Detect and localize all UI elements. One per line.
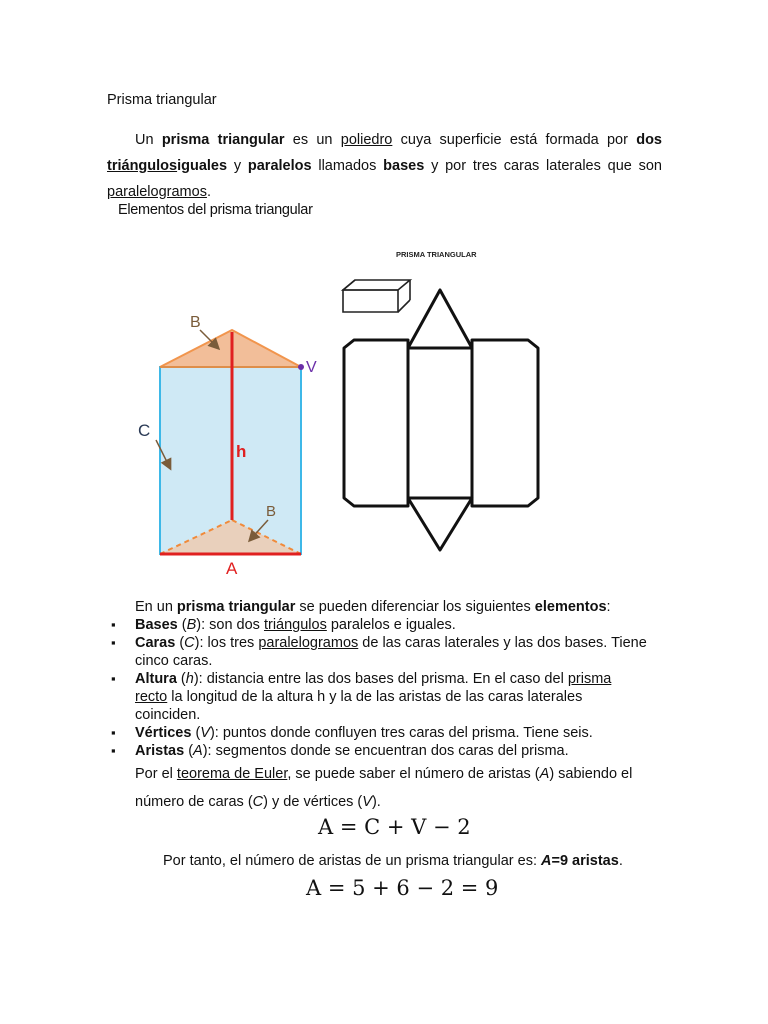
label-a: A: [226, 559, 238, 578]
link-prisma-recto[interactable]: prisma recto: [135, 671, 612, 705]
vertex-v: [298, 364, 304, 370]
intro-paragraph: Un prisma triangular es un poliedro cuya superficie está formada por dos triángulosiguales y paralelos llamados bases y por tres caras laterales que son paralelogramos.: [107, 132, 662, 200]
net-title: PRISMA TRIANGULAR: [396, 250, 477, 259]
label-h: h: [236, 442, 247, 461]
euler-paragraph-line2: número de caras (C) y de vértices (V).: [135, 794, 381, 810]
list-item-vertices: ▪ Vértices (V): puntos donde confluyen tres caras del prisma. Tiene seis.: [107, 724, 647, 742]
prism-net: [344, 290, 538, 550]
link-triangulos-list[interactable]: triángulos: [263, 617, 327, 633]
link-triangulos[interactable]: triángulos: [107, 158, 178, 174]
list-item-altura: ▪ Altura (h): distancia entre las dos bases del prisma. En el caso del prisma recto la longitud de la altura h y la de las aristas de las caras laterales coinciden.: [107, 670, 647, 724]
label-b-top: B: [190, 314, 201, 331]
conclusion-text: Por tanto, el número de aristas de un prisma triangular es: A=9 aristas.: [163, 853, 623, 869]
euler-paragraph: Por el teorema de Euler, se puede saber el número de aristas (A) sabiendo el: [135, 766, 633, 782]
result-formula: A = 5 + 6 − 2 = 9: [306, 876, 499, 900]
list-item-bases: ▪ Bases (B): son dos triángulos paralelos e iguales.: [107, 616, 647, 634]
prism-net-diagram: [318, 232, 550, 574]
list-item-caras: ▪ Caras (C): los tres paralelogramos de las caras laterales y las dos bases. Tiene cinco caras.: [107, 634, 647, 670]
label-c: C: [138, 421, 151, 440]
link-teorema-euler[interactable]: teorema de Euler: [176, 766, 288, 782]
label-b-bottom: B: [266, 503, 277, 520]
link-poliedro[interactable]: poliedro: [340, 132, 393, 148]
link-paralelogramos-list[interactable]: paralelogramos: [258, 635, 359, 651]
link-paralelogramos[interactable]: paralelogramos: [107, 184, 207, 200]
elements-intro: En un prisma triangular se pueden diferenciar los siguientes elementos:: [135, 599, 611, 615]
section-subtitle: Elementos del prisma triangular: [118, 202, 313, 218]
label-v: V: [306, 359, 317, 376]
elements-list: [107, 616, 647, 760]
list-item-aristas: ▪ Aristas (A): segmentos donde se encuentran dos caras del prisma.: [107, 742, 647, 760]
prism-diagram: [128, 300, 328, 582]
euler-formula: A = C + V − 2: [318, 815, 471, 839]
page-title: Prisma triangular: [107, 92, 217, 108]
small-prism-icon: [343, 280, 410, 312]
